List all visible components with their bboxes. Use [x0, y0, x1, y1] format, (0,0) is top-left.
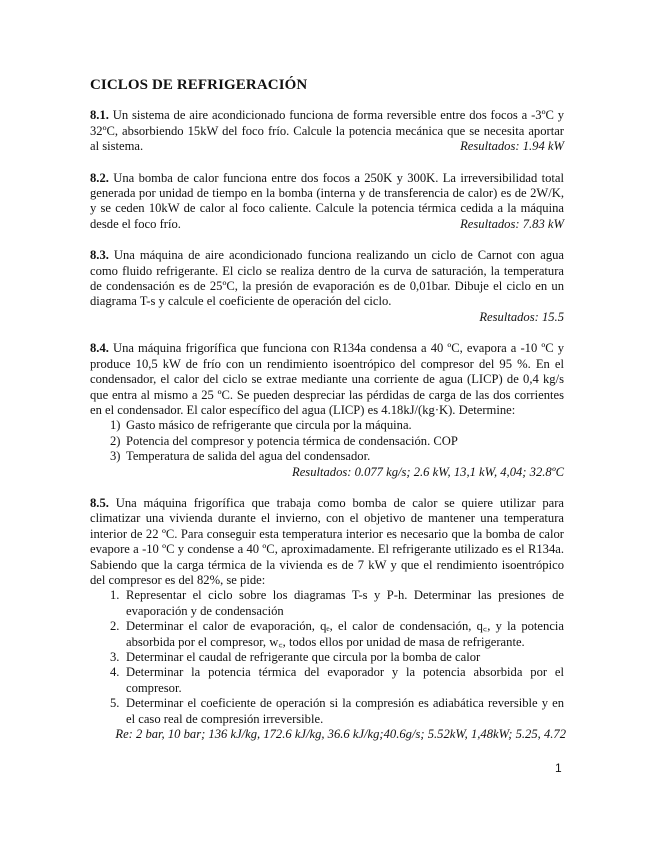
list-item	[90, 434, 564, 449]
problem-8-5	[90, 496, 564, 743]
list-item	[90, 650, 564, 665]
item-number: 2.	[110, 619, 120, 634]
problem-number: 8.1.	[90, 108, 109, 123]
list-item	[90, 449, 564, 464]
problem-statement	[90, 496, 564, 588]
problem-text: Una máquina frigorífica que funciona con R134a condensa a 40 ºC, evapora a -10 ºC y produce 10,5 kW de frío con un rendimiento isoentrópico del compresor del 95 %. En el condensador, el calor del ciclo se extrae mediante una corriente de agua (LICP) de 0,4 kg/s que entra al mismo a 25 ºC. Se pueden despreciar las pérdidas de carga de las dos corrientes en el condensador. El calor específico del agua (LICP) es 4.18kJ/(kg·K). Determine:	[90, 341, 564, 417]
list-item	[90, 619, 564, 650]
item-text: Temperatura de salida del agua del condensador.	[126, 449, 371, 464]
item-text: Gasto másico de refrigerante que circula por la máquina.	[126, 418, 412, 433]
list-item	[90, 665, 564, 696]
item-number: 5.	[110, 696, 120, 711]
item-number: 3)	[110, 449, 121, 464]
item-number: 1)	[110, 418, 121, 433]
problem-statement	[90, 248, 564, 310]
problem-result: Re: 2 bar, 10 bar; 136 kJ/kg, 172.6 kJ/kg, 36.6 kJ/kg;40.6g/s; 5.52kW, 1,48kW; 5.25, 4.72	[115, 727, 566, 742]
item-number: 4.	[110, 665, 120, 680]
problem-statement	[90, 171, 564, 233]
problem-text: Una máquina frigorífica que trabaja como bomba de calor se quiere utilizar para climatizar una vivienda durante el invierno, con el objetivo de mantener una temperatura interior de 22 ºC. Para conseguir esta temperatura interior es necesario que la bomba de calor evapore a -10 ºC y condense a 40 ºC, aproximadamente. El refrigerante utilizado es el R134a. Sabiendo que la carga térmica de la vivienda es de 7 kW y que el rendimiento isoentrópico del compresor es del 82%, se pide:	[90, 495, 564, 587]
problem-result: Resultados: 1.94 kW	[460, 139, 564, 154]
problem-number: 8.5.	[90, 495, 109, 510]
problem-statement	[90, 341, 564, 418]
item-number: 1.	[110, 588, 120, 603]
problem-8-2	[90, 171, 564, 233]
problem-text: Una máquina de aire acondicionado funciona realizando un ciclo de Carnot con agua como fluido refrigerante. El ciclo se realiza dentro de la curva de saturación, la temperatura de condensación es de 25ºC, la presión de evaporación es de 0,01bar. Dibuje el ciclo en un diagrama T-s y calcule el coeficiente de operación del ciclo.	[90, 248, 564, 309]
problem-8-3	[90, 248, 564, 325]
problem-text: Una bomba de calor funciona entre dos focos a 250K y 300K. La irreversibilidad total generada por unidad de tiempo en la bomba (interna y de transferencia de calor) es de 2W/K, y se ceden 10kW de calor al foco caliente. Calcule la potencia térmica cedida a la máquina desde el foco frío.	[90, 170, 565, 231]
item-text: Representar el ciclo sobre los diagramas T-s y P-h. Determinar las presiones de evaporación y de condensación	[126, 588, 564, 618]
list-item	[90, 588, 564, 619]
item-text: Determinar el calor de evaporación, qₑ, el calor de condensación, q꜀, y la potencia absorbida por el compresor, w꜀, todos ellos por unidad de masa de refrigerante.	[126, 619, 564, 649]
item-number: 2)	[110, 433, 121, 448]
problem-number: 8.2.	[90, 170, 109, 185]
problem-result: Resultados: 7.83 kW	[460, 216, 564, 231]
problem-8-1	[90, 108, 564, 154]
item-text: Potencia del compresor y potencia térmica de condensación. COP	[126, 433, 458, 448]
question-list	[90, 418, 564, 464]
page-title: CICLOS DE REFRIGERACIÓN	[90, 77, 308, 93]
problem-number: 8.3.	[90, 248, 109, 263]
problem-8-4	[90, 341, 564, 480]
item-text: Determinar el coeficiente de operación si la compresión es adiabática reversible y en el caso real de compresión irreversible.	[126, 696, 564, 726]
item-text: Determinar la potencia térmica del evaporador y la potencia absorbida por el compresor.	[126, 665, 564, 695]
problem-text: Un sistema de aire acondicionado funciona de forma reversible entre dos focos a -3ºC y 32ºC, absorbiendo 15kW del foco frío. Calcule la potencia mecánica que se necesita aportar al sistema.	[90, 108, 565, 154]
problem-result: Resultados: 0.077 kg/s; 2.6 kW, 13,1 kW, 4,04; 32.8ºC	[292, 464, 564, 479]
page-number: 1	[555, 761, 562, 775]
problem-statement	[90, 108, 564, 154]
problem-number: 8.4.	[90, 341, 109, 356]
item-text: Determinar el caudal de refrigerante que circula por la bomba de calor	[126, 650, 481, 664]
problem-result: Resultados: 15.5	[479, 309, 564, 324]
list-item	[90, 696, 564, 727]
item-number: 3.	[110, 650, 120, 664]
list-item	[90, 418, 564, 433]
question-list	[90, 588, 564, 727]
document-body	[90, 78, 564, 758]
